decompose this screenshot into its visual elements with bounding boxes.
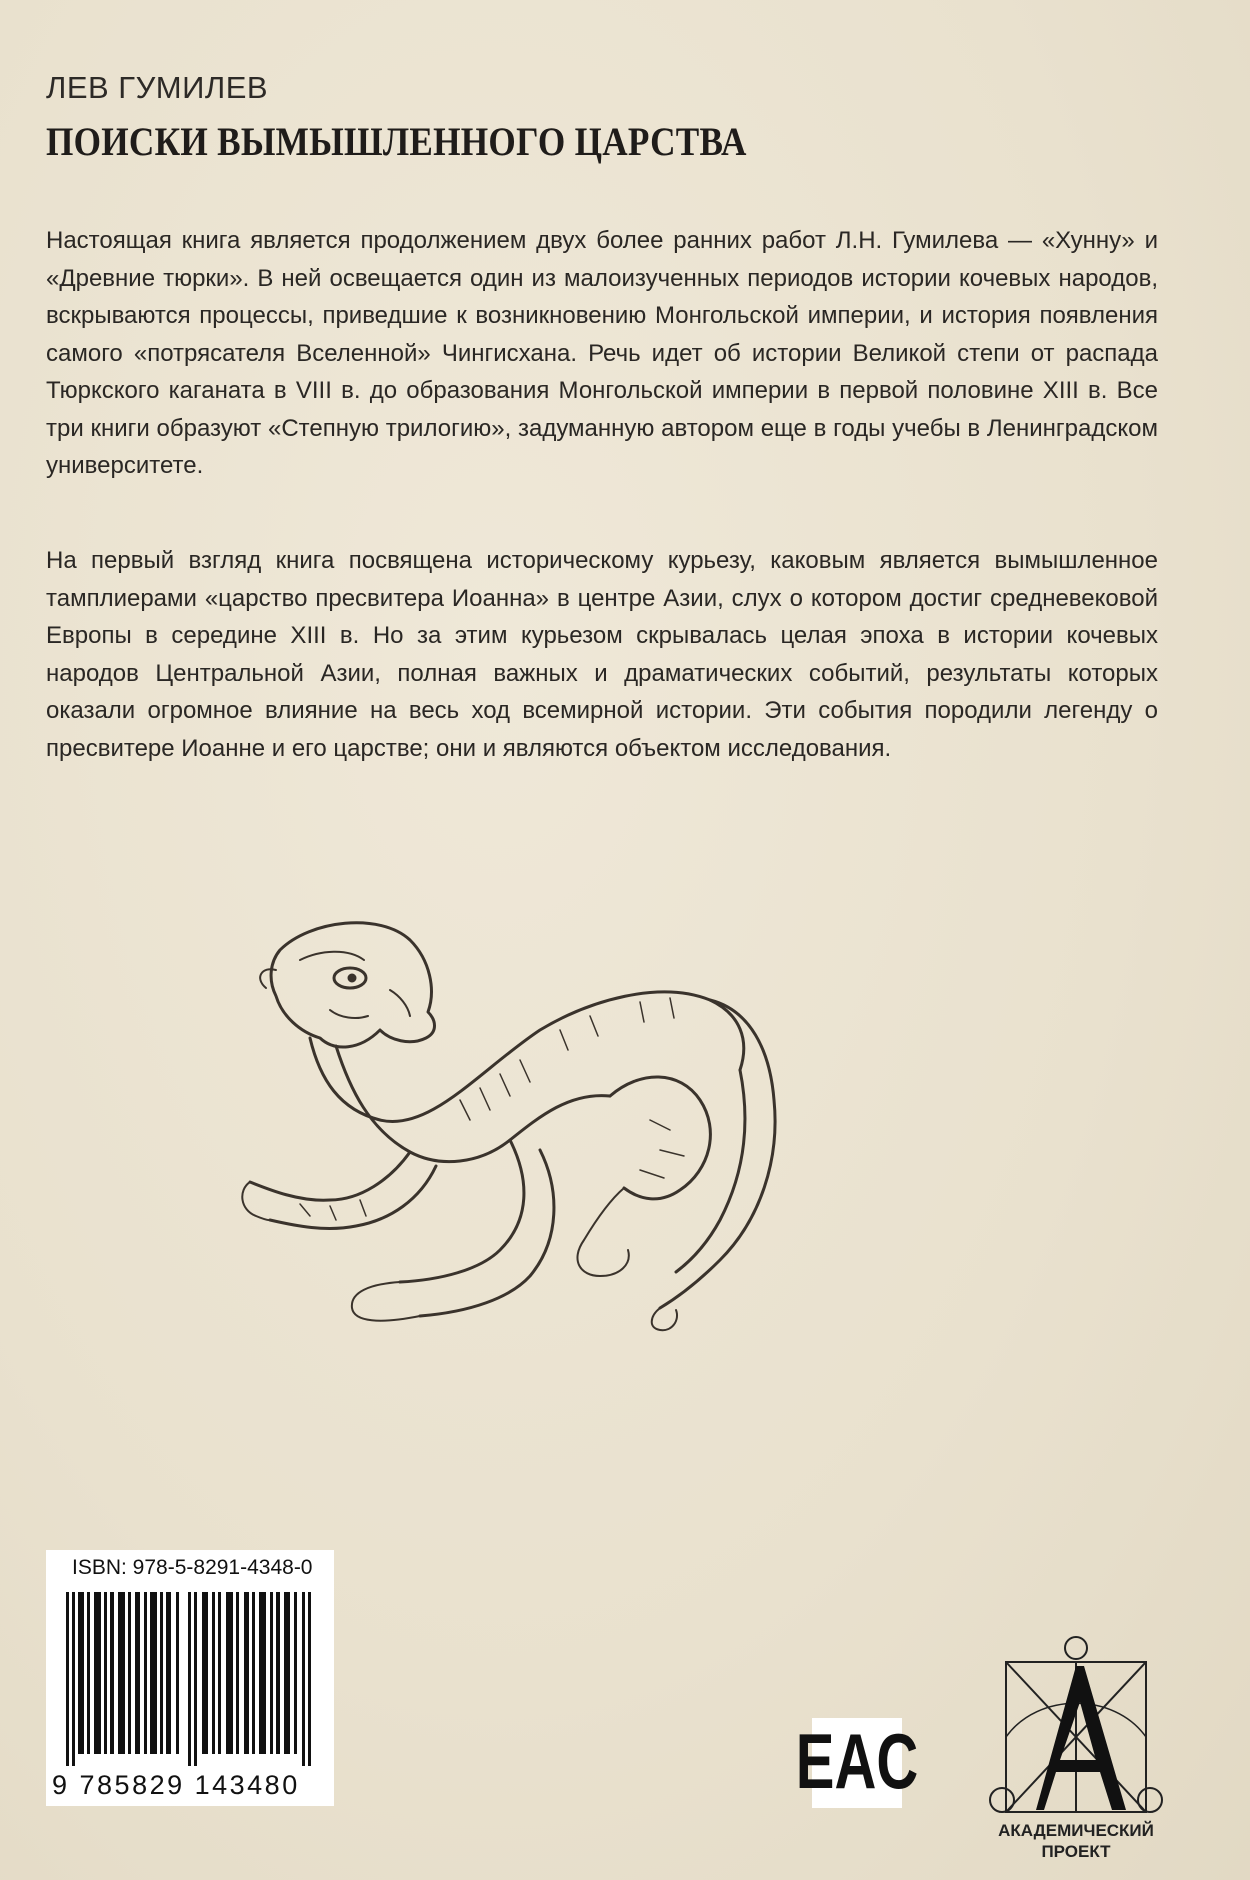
description-paragraph-2: На первый взгляд книга посвящена историческому курьезу, каковым является вымышленное тамплиерами «царство пресвитера Иоанна» в центре Азии, слух о котором достиг средневековой Европы в середине XIII в. Но за этим курьезом скрывалась целая эпоха в истории кочевых народов Центральной Азии, полная важных и драматических событий, результаты которых оказали огромное влияние на весь ход всемирной истории. Эти события породили легенду о пресвитере Иоанне и его царстве; они и являются объектом исследования. xyxy=(46,547,1158,762)
publisher-name-line-1: АКАДЕМИЧЕСКИЙ xyxy=(998,1821,1154,1840)
publisher-name-line-2: ПРОЕКТ xyxy=(1041,1842,1111,1861)
publisher-logo-icon xyxy=(988,1632,1164,1818)
isbn-text: ISBN: 978-5-8291-4348-0 xyxy=(72,1556,313,1579)
book-title: ПОИСКИ ВЫМЫШЛЕННОГО ЦАРСТВА xyxy=(46,119,747,164)
author-name: ЛЕВ ГУМИЛЕВ xyxy=(46,70,269,105)
barcode-icon xyxy=(66,1592,318,1766)
feline-beast-drawing-icon xyxy=(240,920,920,1460)
description-paragraph-1: Настоящая книга является продолжением двух более ранних работ Л.Н. Гумилева — «Хунну» и «Древние тюрки». В ней освещается один из малоизученных периодов истории кочевых народов, вскрываются процессы, приведшие к возникновению Монгольской империи, и история появления самого «потрясателя Вселенной» Чингисхана. Речь идет об истории Великой степи от распада Тюркского каганата в VIII в. до образования Монгольской империи в первой половине XIII в. Все три книги образуют «Степную трилогию», задуманную автором еще в годы учебы в Ленинградском университете. xyxy=(46,227,1158,479)
publisher-name xyxy=(976,1820,1176,1862)
eac-mark-text: EAC xyxy=(795,1717,919,1806)
eac-mark-icon xyxy=(795,1717,919,1808)
barcode-digits: 9 785829 143480 xyxy=(52,1770,300,1800)
